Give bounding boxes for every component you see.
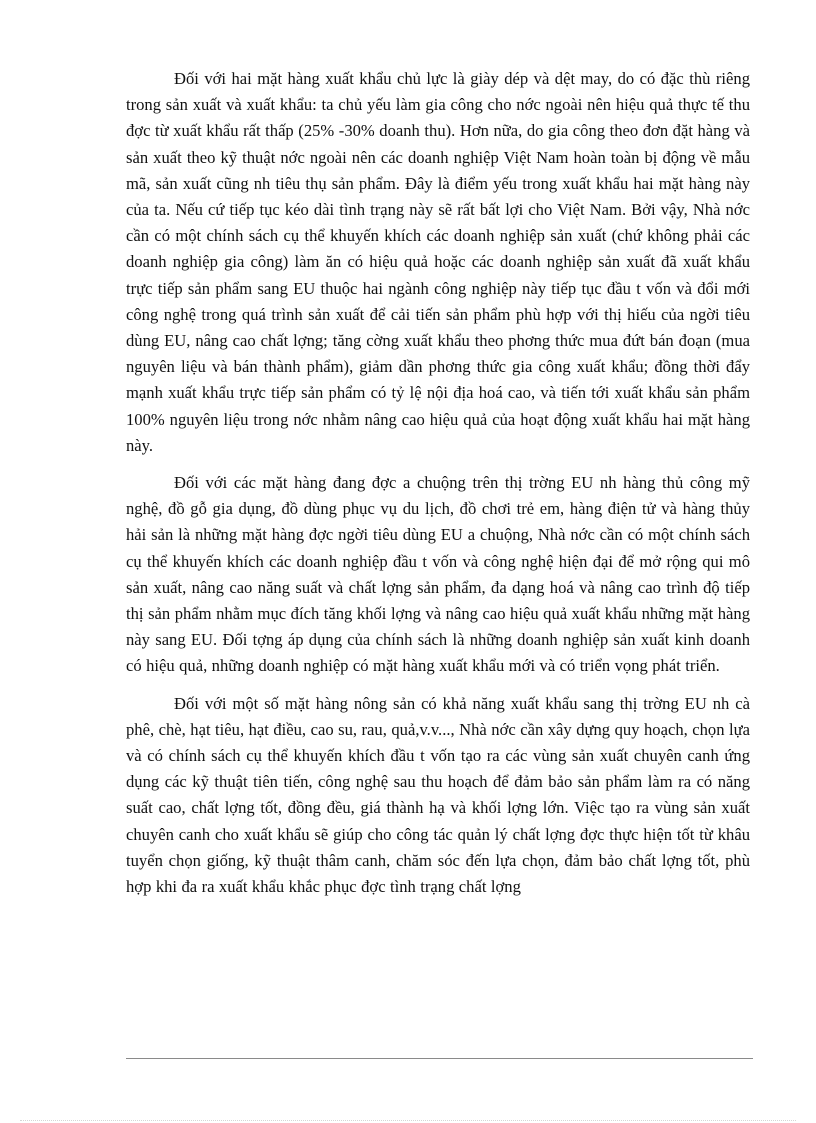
page-bottom-dotted-line [20, 1120, 796, 1121]
footer-divider [126, 1058, 753, 1059]
document-body [126, 66, 750, 911]
paragraph-agricultural-products: Đối với một số mặt hàng nông sản có khả năng xuất khẩu sang thị trờng EU nh cà phê, chè, hạt tiêu, hạt điều, cao su, rau, quả,v.v..., Nhà nớc cần xây dựng quy hoạch, chọn lựa và có chính sách cụ thể khuyến khích đầu t vốn tạo ra các vùng sản xuất chuyên canh ứng dụng các kỹ thuật tiên tiến, công nghệ sau thu hoạch để đảm bảo sản phẩm làm ra có năng suất cao, chất lợng tốt, đồng đều, giá thành hạ và khối lợng lớn. Việc tạo ra vùng sản xuất chuyên canh cho xuất khẩu sẽ giúp cho công tác quản lý chất lợng đợc thực hiện tốt từ khâu tuyển chọn giống, kỹ thuật thâm canh, chăm sóc đến lựa chọn, đảm bảo chất lợng tốt, phù hợp khi đa ra xuất khẩu khắc phục đợc tình trạng chất lợng [126, 693, 750, 897]
paragraph-footwear-textiles: Đối với hai mặt hàng xuất khẩu chủ lực là giày dép và dệt may, do có đặc thù riêng trong sản xuất và xuất khẩu: ta chủ yếu làm gia công cho nớc ngoài nên hiệu quả thực tế thu đợc từ xuất khẩu rất thấp (25% -30% doanh thu). Hơn nữa, do gia công theo đơn đặt hàng và sản xuất theo kỹ thuật nớc ngoài nên các doanh nghiệp Việt Nam hoàn toàn bị động về mẫu mã, sản xuất cũng nh tiêu thụ sản phẩm. Đây là điểm yếu trong xuất khẩu hai mặt hàng này của ta. Nếu cứ tiếp tục kéo dài tình trạng này sẽ rất bất lợi cho Việt Nam. Bởi vậy, Nhà nớc cần có một chính sách cụ thể khuyến khích các doanh nghiệp sản xuất (chứ không phải các doanh nghiệp gia công) làm ăn có hiệu quả hoặc các doanh nghiệp sản xuất đã xuất khẩu trực tiếp sản phẩm sang EU thuộc hai ngành công nghiệp này tiếp tục đầu t vốn và đổi mới công nghệ trong quá trình sản xuất để cải tiến sản phẩm phù hợp với thị hiếu của ngời tiêu dùng EU, nâng cao chất lợng; tăng cờng xuất khẩu theo phơng thức mua đứt bán đoạn (mua nguyên liệu và bán thành phẩm), giảm dần phơng thức gia công xuất khẩu; đồng thời đẩy mạnh xuất khẩu trực tiếp sản phẩm có tỷ lệ nội địa hoá cao, và tiến tới xuất khẩu sản phẩm 100% nguyên liệu trong nớc nhằm nâng cao hiệu quả của hoạt động xuất khẩu hai mặt hàng này. [126, 69, 750, 455]
paragraph-popular-goods: Đối với các mặt hàng đang đợc a chuộng trên thị trờng EU nh hàng thủ công mỹ nghệ, đồ gỗ gia dụng, đồ dùng phục vụ du lịch, đồ chơi trẻ em, hàng điện tử và hàng thủy hải sản là những mặt hàng đợc ngời tiêu dùng EU a chuộng, Nhà nớc cần có một chính sách cụ thể khuyến khích các doanh nghiệp đầu t vốn và công nghệ hiện đại để mở rộng qui mô sản xuất, nâng cao năng suất và chất lợng sản phẩm, đa dạng hoá và nâng cao trình độ tiếp thị sản phẩm nhằm mục đích tăng khối lợng và nâng cao hiệu quả xuất khẩu những mặt hàng này sang EU. Đối tợng áp dụng của chính sách là những doanh nghiệp sản xuất kinh doanh có hiệu quả, những doanh nghiệp có mặt hàng xuất khẩu mới và có triển vọng phát triển. [126, 473, 750, 676]
